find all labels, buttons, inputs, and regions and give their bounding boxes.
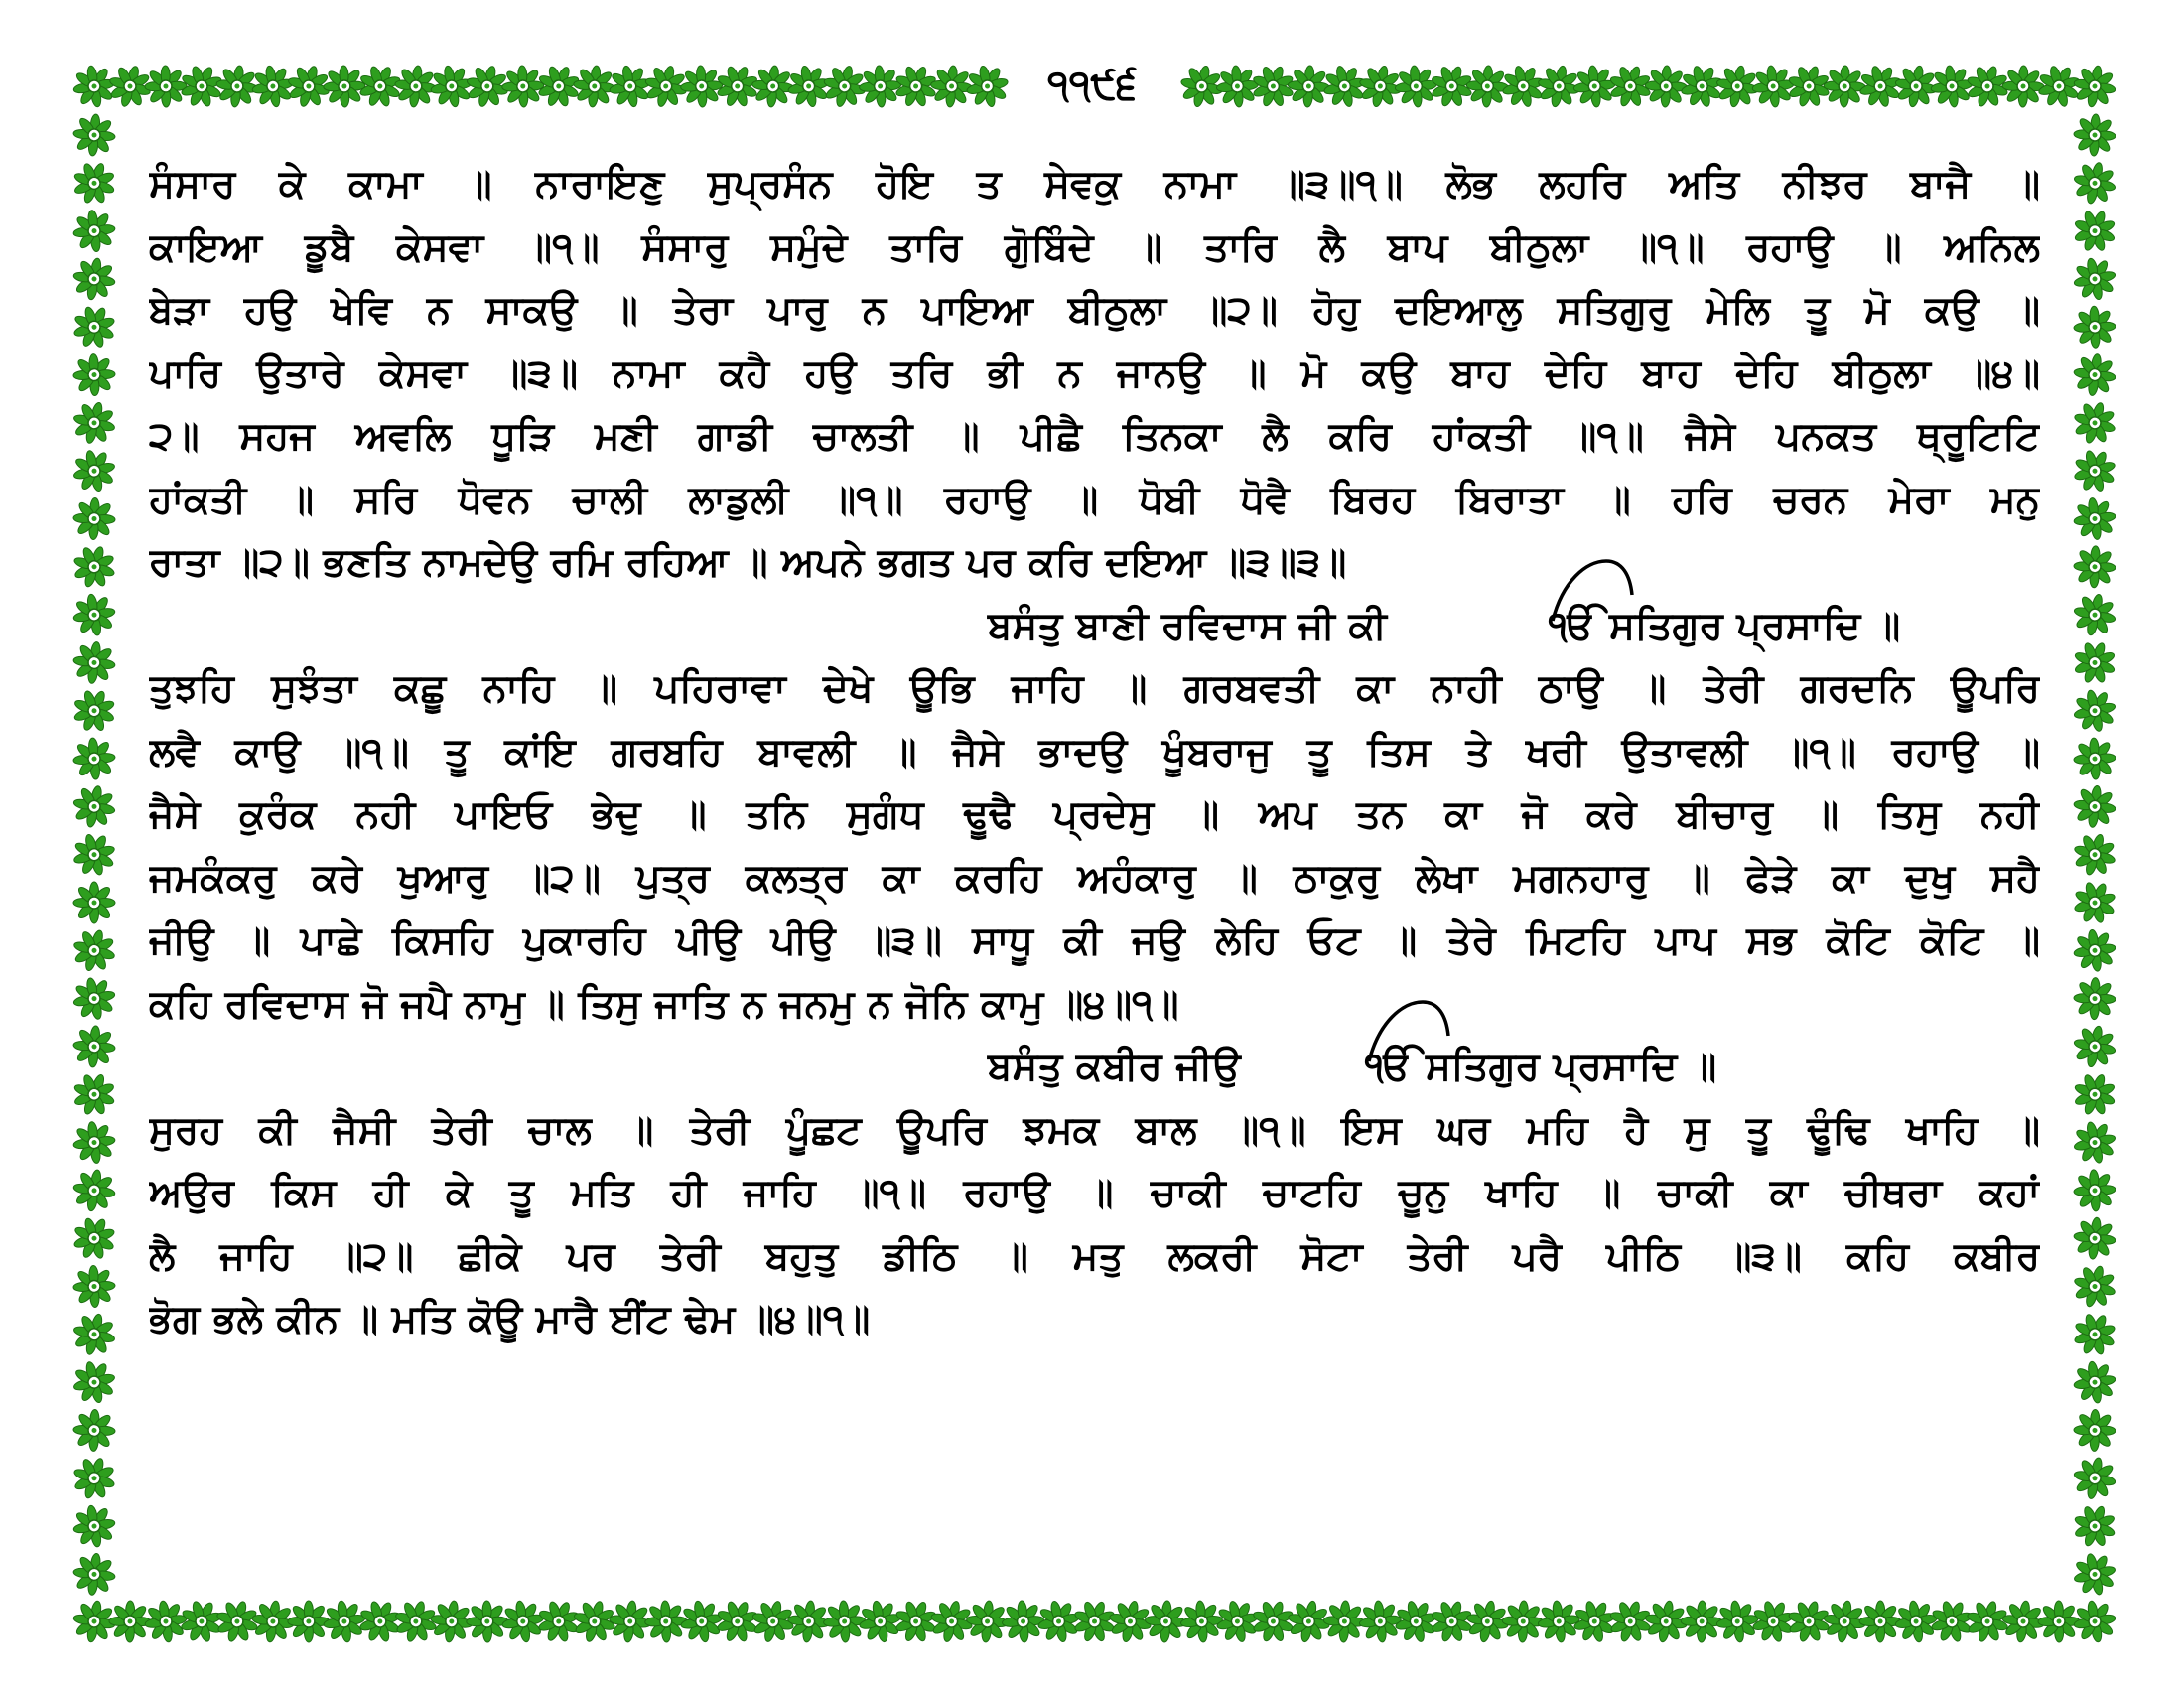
verse-line: ਜੈਸੇ ਕੁਰੰਕ ਨਹੀ ਪਾਇਓ ਭੇਦੁ ॥ ਤਨਿ ਸੁਗੰਧ ਢੂਢੈ ਪ੍ਰਦੇਸੁ ॥ ਅਪ ਤਨ ਕਾ ਜੋ ਕਰੇ ਬੀਚਾਰੁ ॥ ਤਿਸੁ ਨਹੀ bbox=[149, 792, 2040, 837]
scripture-text bbox=[149, 157, 2040, 1355]
verse-line: ਭੋਗ ਭਲੇ ਕੀਨ ॥ ਮਤਿ ਕੋਊ ਮਾਰੈ ਈਂਟ ਢੇਮ ॥੪॥੧॥ bbox=[149, 1297, 871, 1341]
verse-line: ਰਾਤਾ ॥੨॥ ਭਣਤਿ ਨਾਮਦੇਉ ਰਮਿ ਰਹਿਆ ॥ ਅਪਨੇ ਭਗਤ ਪਰ ਕਰਿ ਦਇਆ ॥੩॥੩॥ bbox=[149, 540, 1347, 585]
verse-line: ਜੀਉ ॥ ਪਾਛੇ ਕਿਸਹਿ ਪੁਕਾਰਹਿ ਪੀਉ ਪੀਉ ॥੩॥ ਸਾਧੂ ਕੀ ਜਉ ਲੇਹਿ ਓਟ ॥ ਤੇਰੇ ਮਿਟਹਿ ਪਾਪ ਸਭ ਕੋਟਿ ਕੋਟਿ ॥ bbox=[149, 918, 2040, 963]
flower-icon bbox=[73, 882, 115, 923]
flower-icon bbox=[65, 346, 123, 404]
verse-line: ੨॥ ਸਹਜ ਅਵਲਿ ਧੂੜਿ ਮਣੀ ਗਾਡੀ ਚਾਲਤੀ ॥ ਪੀਛੈ ਤਿਨਕਾ ਲੈ ਕਰਿ ਹਾਂਕਤੀ ॥੧॥ ਜੈਸੇ ਪਨਕਤ ਥ੍ਰੂਟਿਟਿ bbox=[149, 414, 2040, 459]
verse-line: ਸੰਸਾਰ ਕੇ ਕਾਮਾ ॥ ਨਾਰਾਇਣੁ ਸੁਪ੍ਰਸੰਨ ਹੋਇ ਤ ਸੇਵਕੁ ਨਾਮਾ ॥੩॥੧॥ ਲੋਭ ਲਹਰਿ ਅਤਿ ਨੀਝਰ ਬਾਜੈ ॥ bbox=[149, 162, 2040, 207]
flower-icon bbox=[1502, 1600, 1546, 1643]
flower-icon bbox=[2065, 298, 2123, 356]
flower-icon bbox=[2066, 1114, 2123, 1172]
flower-icon bbox=[1208, 57, 1267, 115]
flower-icon bbox=[136, 57, 195, 115]
heading-invocation: ੴ ਸਤਿਗੁਰ ਪ੍ਰਸਾਦਿ ॥ bbox=[1365, 1045, 1717, 1089]
flower-icon bbox=[109, 1601, 152, 1643]
flower-icon bbox=[1644, 65, 1688, 108]
flower-icon bbox=[71, 639, 118, 686]
flower-icon bbox=[2066, 1353, 2124, 1412]
flower-icon bbox=[70, 255, 118, 303]
flower-icon bbox=[1287, 65, 1331, 109]
flower-icon bbox=[2066, 490, 2124, 548]
flower-icon bbox=[2065, 729, 2123, 787]
flower-icon bbox=[2071, 63, 2119, 111]
flower-icon bbox=[2067, 443, 2123, 499]
flower-icon bbox=[66, 586, 124, 644]
flower-icon bbox=[2002, 66, 2045, 108]
heading-title: ਬਸੰਤੁ ਬਾਣੀ ਰਵਿਦਾਸ ਜੀ ਕੀ bbox=[988, 603, 1387, 648]
flower-icon bbox=[2069, 828, 2120, 880]
flower-icon bbox=[2066, 1546, 2123, 1604]
flower-icon bbox=[67, 826, 123, 883]
flower-icon bbox=[1387, 57, 1445, 115]
flower-icon bbox=[72, 497, 116, 541]
text-block-2 bbox=[149, 661, 2040, 1033]
verse-line: ਹਾਂਕਤੀ ॥ ਸਰਿ ਧੋਵਨ ਚਾਲੀ ਲਾਡੁਲੀ ॥੧॥ ਰਹਾਉ ॥ ਧੋਬੀ ਧੋਵੈ ਬਿਰਹ ਬਿਰਾਤਾ ॥ ਹਰਿ ਚਰਨ ਮੇਰਾ ਮਨੁ bbox=[149, 477, 2040, 522]
flower-icon bbox=[2071, 352, 2117, 398]
flower-icon bbox=[2070, 1022, 2119, 1071]
flower-icon bbox=[65, 1257, 123, 1316]
flower-icon bbox=[2070, 590, 2119, 639]
flower-icon bbox=[2069, 397, 2121, 450]
flower-icon bbox=[71, 112, 117, 158]
flower-icon bbox=[70, 1167, 118, 1214]
heading-title: ਬਸੰਤੁ ਕਬੀਰ ਜੀਉ bbox=[988, 1045, 1241, 1089]
text-block-3 bbox=[149, 1103, 2040, 1348]
flower-icon bbox=[2072, 783, 2118, 830]
flower-icon bbox=[672, 57, 731, 115]
flower-icon bbox=[71, 1551, 118, 1598]
flower-icon bbox=[2065, 1161, 2123, 1219]
flower-icon bbox=[2074, 1409, 2116, 1452]
flower-icon bbox=[2070, 158, 2119, 208]
text-block-1 bbox=[149, 157, 2040, 591]
flower-icon bbox=[315, 57, 373, 115]
flower-icon bbox=[2072, 1215, 2118, 1262]
flower-icon bbox=[66, 1353, 123, 1411]
flower-icon bbox=[2070, 1454, 2118, 1502]
flower-icon bbox=[1859, 1601, 1901, 1642]
flower-icon bbox=[68, 156, 121, 210]
flower-icon bbox=[2067, 204, 2121, 258]
flower-icon bbox=[67, 299, 122, 354]
flower-icon bbox=[69, 1309, 120, 1359]
flower-icon bbox=[2066, 682, 2123, 740]
verse-line: ਕਾਇਆ ਡੂਬੈ ਕੇਸਵਾ ॥੧॥ ਸੰਸਾਰੁ ਸਮੁੰਦੇ ਤਾਰਿ ਗੋੁਬਿੰਦੇ ॥ ਤਾਰਿ ਲੈ ਬਾਪ ਬੀਠੁਲਾ ॥੧॥ ਰਹਾਉ ॥ ਅਨਿਲ bbox=[149, 224, 2040, 270]
flower-icon bbox=[493, 57, 552, 115]
flower-icon bbox=[2068, 635, 2122, 690]
flower-icon bbox=[66, 442, 123, 499]
flower-icon bbox=[213, 63, 260, 109]
flower-icon bbox=[72, 1409, 116, 1453]
verse-line: ਲਵੈ ਕਾਉ ॥੧॥ ਤੂ ਕਾਂਇ ਗਰਬਹਿ ਬਾਵਲੀ ॥ ਜੈਸੇ ਭਾਦਉ ਖੂੰਬਰਾਜੁ ਤੂ ਤਿਸ ਤੇ ਖਰੀ ਉਤਾਵਲੀ ॥੧॥ ਰਹਾਉ ॥ bbox=[149, 729, 2040, 774]
verse-line: ਅਉਰ ਕਿਸ ਹੀ ਕੇ ਤੂ ਮਤਿ ਹੀ ਜਾਹਿ ॥੧॥ ਰਹਾਉ ॥ ਚਾਕੀ ਚਾਟਹਿ ਚੂਨੁ ਖਾਹਿ ॥ ਚਾਕੀ ਕਾ ਚੀਥਰਾ ਕਹਾਂ bbox=[149, 1171, 2040, 1215]
flower-icon bbox=[1465, 65, 1509, 108]
flower-icon bbox=[2068, 1499, 2121, 1553]
verse-line: ਕਹਿ ਰਵਿਦਾਸ ਜੋ ਜਪੈ ਨਾਮੁ ॥ ਤਿਸੁ ਜਾਤਿ ਨ ਜਨਮੁ ਨ ਜੋਨਿ ਕਾਮੁ ॥੪॥੧॥ bbox=[149, 981, 1179, 1027]
flower-icon bbox=[572, 64, 617, 109]
flower-icon bbox=[68, 1067, 121, 1121]
flower-icon bbox=[69, 782, 119, 832]
flower-icon bbox=[66, 202, 124, 260]
flower-icon bbox=[2073, 977, 2116, 1020]
flower-icon bbox=[2066, 921, 2124, 980]
flower-icon bbox=[2067, 875, 2122, 930]
flower-icon bbox=[1681, 1601, 1723, 1643]
section-heading-kabir bbox=[149, 1040, 2040, 1095]
verse-line: ਸੁਰਹ ਕੀ ਜੈਸੀ ਤੇਰੀ ਚਾਲ ॥ ਤੇਰੀ ਪੂੰਛਟ ਊਪਰਿ ਝਮਕ ਬਾਲ ॥੧॥ ਇਸ ਘਰ ਮਹਿ ਹੈ ਸੁ ਤੂ ਢੂੰਢਿ ਖਾਹਿ ॥ bbox=[149, 1107, 2040, 1153]
flower-icon bbox=[2066, 250, 2123, 308]
flower-icon bbox=[2067, 1307, 2122, 1362]
flower-icon bbox=[66, 970, 123, 1028]
flower-icon bbox=[65, 729, 123, 787]
flower-icon bbox=[751, 64, 796, 109]
flower-icon bbox=[851, 57, 909, 115]
verse-line: ਬੇੜਾ ਹਉ ਖੇਵਿ ਨ ਸਾਕਉ ॥ ਤੇਰਾ ਪਾਰੁ ਨ ਪਾਇਆ ਬੀਠੁਲਾ ॥੨॥ ਹੋਹੁ ਦਇਆਲੁ ਸਤਿਗੁਰੁ ਮੇਲਿ ਤੂ ਮੋ ਕਉ ॥ bbox=[149, 288, 2040, 333]
verse-line: ਲੈ ਜਾਹਿ ॥੨॥ ਛੀਕੇ ਪਰ ਤੇਰੀ ਬਹੁਤੁ ਡੀਠਿ ॥ ਮਤੁ ਲਕਰੀ ਸੋਟਾ ਤੇਰੀ ਪਰੈ ਪੀਠਿ ॥੩॥ ਕਹਿ ਕਬੀਰ bbox=[149, 1233, 2040, 1279]
flower-icon bbox=[66, 1113, 124, 1172]
flower-icon bbox=[68, 1452, 120, 1504]
flower-icon bbox=[71, 1024, 116, 1068]
flower-icon bbox=[67, 683, 121, 738]
page-number: ੧੧੯੬ bbox=[1013, 58, 1171, 113]
verse-line: ਜਮਕੰਕਰੁ ਕਰੇ ਖੁਆਰੁ ॥੨॥ ਪੁਤ੍ਰ ਕਲਤ੍ਰ ਕਾ ਕਰਹਿ ਅਹੰਕਾਰੁ ॥ ਠਾਕੁਰੁ ਲੇਖਾ ਮਗਨਹਾਰੁ ॥ ਫੇੜੇ ਕਾ ਦੁਖੁ ਸਹੈ bbox=[149, 855, 2040, 901]
flower-icon bbox=[2073, 545, 2116, 589]
section-heading-ravidas bbox=[149, 599, 2040, 654]
flower-icon bbox=[1823, 65, 1865, 107]
flower-icon bbox=[2068, 1067, 2122, 1122]
flower-icon bbox=[2073, 113, 2116, 157]
flower-icon bbox=[66, 1497, 124, 1556]
flower-icon bbox=[392, 64, 439, 110]
flower-icon bbox=[67, 1210, 122, 1266]
flower-icon bbox=[2069, 1260, 2120, 1312]
flower-icon bbox=[929, 64, 975, 109]
verse-line: ਤੁਝਹਿ ਸੁਝੰਤਾ ਕਛੂ ਨਾਹਿ ॥ ਪਹਿਰਾਵਾ ਦੇਖੇ ਊਭਿ ਜਾਹਿ ॥ ਗਰਬਵਤੀ ਕਾ ਨਾਹੀ ਠਾਉ ॥ ਤੇਰੀ ਗਰਦਨਿ ਊਪਰਿ bbox=[149, 666, 2040, 711]
flower-icon bbox=[68, 924, 120, 976]
heading-invocation: ੴ ਸਤਿਗੁਰ ਪ੍ਰਸਾਦਿ ॥ bbox=[1549, 603, 1901, 648]
flower-icon bbox=[68, 397, 119, 448]
flower-icon bbox=[68, 540, 120, 593]
verse-line: ਪਾਰਿ ਉਤਾਰੇ ਕੇਸਵਾ ॥੩॥ ਨਾਮਾ ਕਹੈ ਹਉ ਤਰਿ ਭੀ ਨ ਜਾਨਉ ॥ ਮੋ ਕਉ ਬਾਹ ਦੇਹਿ ਬਾਹ ਦੇਹਿ ਬੀਠੁਲਾ ॥੪॥ bbox=[149, 351, 2040, 396]
